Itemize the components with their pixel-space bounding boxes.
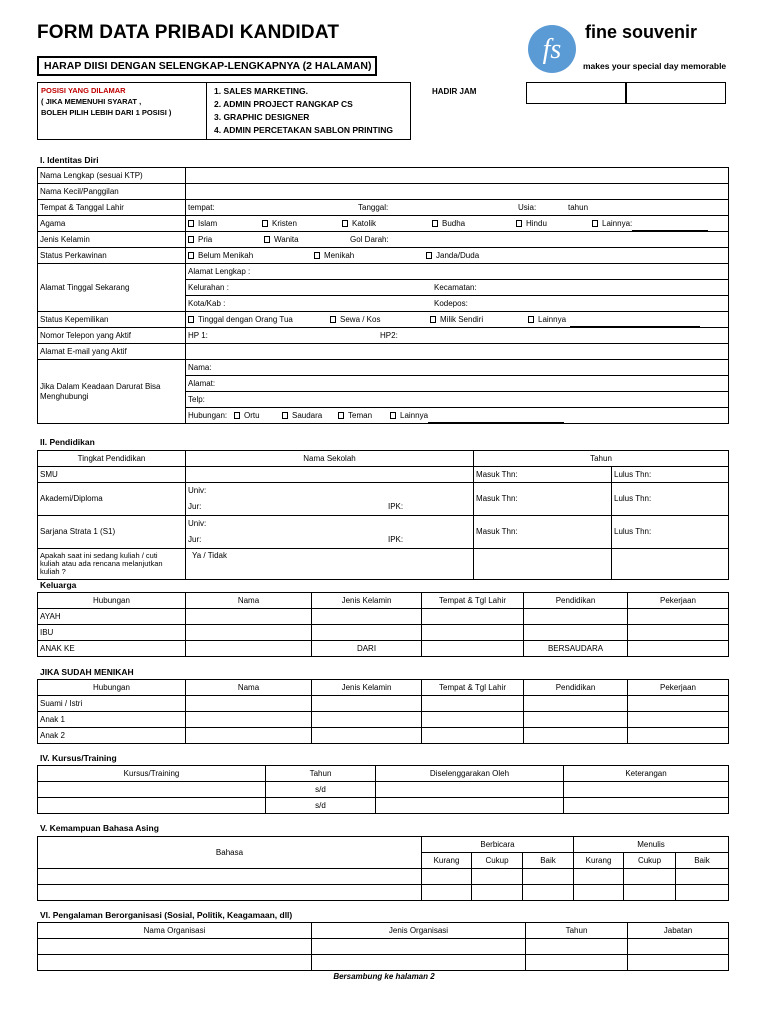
- kursus-table: [37, 765, 729, 814]
- logo-text: fs: [542, 34, 562, 65]
- hp1-field[interactable]: HP 1:: [188, 331, 208, 340]
- cell-field[interactable]: [676, 869, 729, 885]
- cell-field[interactable]: [312, 712, 422, 728]
- cell-field[interactable]: [524, 625, 628, 641]
- section-title: I. Identitas Diri: [40, 155, 99, 165]
- label: IBU: [38, 625, 186, 641]
- label: Jenis Kelamin: [38, 232, 186, 248]
- status-option[interactable]: Belum Menikah: [188, 248, 253, 263]
- agama-option[interactable]: Islam: [188, 216, 217, 231]
- col-header: Pendidikan: [524, 593, 628, 609]
- checkbox-icon: [390, 412, 396, 419]
- jumlah-saudara-field[interactable]: [422, 641, 524, 657]
- cell-field[interactable]: [526, 955, 628, 971]
- cell-field[interactable]: [472, 885, 523, 901]
- agama-option[interactable]: Hindu: [516, 216, 547, 231]
- col-header: Pekerjaan: [628, 680, 729, 696]
- kepemilikan-option[interactable]: Sewa / Kos: [330, 312, 380, 327]
- checkbox-icon: [430, 316, 436, 323]
- cell-field[interactable]: [524, 609, 628, 625]
- brand-name: fine souvenir: [585, 22, 698, 42]
- checkbox-icon: [516, 220, 522, 227]
- checkbox-icon: [188, 316, 194, 323]
- posisi-option[interactable]: 3. GRAPHIC DESIGNER: [214, 112, 310, 122]
- label: Anak 1: [38, 712, 186, 728]
- cell-field[interactable]: [422, 869, 472, 885]
- identitas-table: [37, 167, 729, 424]
- darurat-nama-field[interactable]: Nama:: [186, 360, 729, 376]
- cell-field[interactable]: [38, 869, 422, 885]
- kepemilikan-option[interactable]: Tinggal dengan Orang Tua: [188, 312, 293, 327]
- cell-field[interactable]: [574, 885, 624, 901]
- hubungan-label: Hubungan:: [188, 411, 228, 420]
- cell-field[interactable]: [628, 712, 729, 728]
- kota-field[interactable]: Kota/Kab :: [188, 299, 226, 308]
- cell-field[interactable]: [526, 939, 628, 955]
- jurusan-field[interactable]: Jur:: [188, 502, 202, 511]
- agama-option[interactable]: Budha: [432, 216, 465, 231]
- menikah-table: [37, 679, 729, 744]
- checkbox-icon: [342, 220, 348, 227]
- col-header: Tingkat Pendidikan: [38, 451, 186, 467]
- lulus-field[interactable]: Lulus Thn:: [612, 467, 729, 483]
- kelurahan-field[interactable]: Kelurahan :: [188, 283, 229, 292]
- col-header: Jenis Kelamin: [312, 680, 422, 696]
- col-header: Keterangan: [564, 766, 729, 782]
- cell-field[interactable]: [524, 712, 628, 728]
- col-header: Hubungan: [38, 680, 186, 696]
- lulus-field[interactable]: Lulus Thn:: [612, 516, 729, 549]
- keluarga-table: [37, 592, 729, 657]
- hadir-field-1[interactable]: [526, 82, 626, 104]
- cell-field[interactable]: [312, 939, 526, 955]
- checkbox-icon: [188, 252, 194, 259]
- col-header: Pendidikan: [524, 680, 628, 696]
- label: Sarjana Strata 1 (S1): [38, 516, 186, 549]
- tahun-field[interactable]: s/d: [266, 782, 376, 798]
- kecamatan-field[interactable]: Kecamatan:: [434, 283, 477, 292]
- cell-field[interactable]: [38, 885, 422, 901]
- cell-field[interactable]: [422, 728, 524, 744]
- tanggal-label: Tanggal:: [358, 203, 389, 212]
- cell-field[interactable]: [628, 609, 729, 625]
- section-title: Keluarga: [40, 580, 77, 590]
- cell-field[interactable]: [186, 609, 312, 625]
- label: Alamat E-mail yang Aktif: [38, 344, 186, 360]
- agama-option[interactable]: Lainnya:: [592, 216, 708, 231]
- fs-logo: [526, 24, 578, 74]
- col-header: Tahun: [526, 923, 628, 939]
- dari-label: DARI: [312, 641, 422, 657]
- cell-field[interactable]: [564, 782, 729, 798]
- col-header: Kurang: [574, 853, 624, 869]
- col-header: Hubungan: [38, 593, 186, 609]
- label: Apakah saat ini sedang kuliah / cuti kuliah atau ada rencana melanjutkan kuliah ?: [38, 549, 186, 580]
- label: Akademi/Diploma: [38, 483, 186, 516]
- section-title: VI. Pengalaman Berorganisasi (Sosial, Politik, Keagamaan, dll): [40, 910, 293, 920]
- lulus-field[interactable]: Lulus Thn:: [612, 483, 729, 516]
- cell-field[interactable]: [628, 955, 729, 971]
- col-header: Nama: [186, 593, 312, 609]
- label: Tempat & Tanggal Lahir: [38, 200, 186, 216]
- cell-field[interactable]: [38, 955, 312, 971]
- cell-field[interactable]: [628, 696, 729, 712]
- cell-field[interactable]: [628, 625, 729, 641]
- nama-lengkap-field[interactable]: [186, 168, 729, 184]
- checkbox-icon: [188, 236, 194, 243]
- masuk-field[interactable]: Masuk Thn:: [474, 483, 612, 516]
- posisi-box: [37, 82, 411, 140]
- cell-field[interactable]: [624, 885, 676, 901]
- col-header: Baik: [523, 853, 574, 869]
- posisi-option[interactable]: 2. ADMIN PROJECT RANGKAP CS: [214, 99, 353, 109]
- col-header: Pekerjaan: [628, 593, 729, 609]
- checkbox-icon: [330, 316, 336, 323]
- checkbox-icon: [528, 316, 534, 323]
- cell-field[interactable]: [422, 885, 472, 901]
- posisi-note-2: BOLEH PILIH LEBIH DARI 1 POSISI ): [41, 108, 172, 117]
- label: Anak 2: [38, 728, 186, 744]
- cell-field[interactable]: [186, 625, 312, 641]
- cell-field[interactable]: [38, 939, 312, 955]
- posisi-label: POSISI YANG DILAMAR: [41, 86, 126, 95]
- goldar-label: Gol Darah:: [350, 235, 389, 244]
- col-header: Berbicara: [422, 837, 574, 853]
- posisi-option[interactable]: 1. SALES MARKETING.: [214, 86, 308, 96]
- col-header: Tempat & Tgl Lahir: [422, 680, 524, 696]
- univ-field[interactable]: Univ:: [188, 486, 207, 495]
- col-header: Bahasa: [38, 837, 422, 869]
- cell-field[interactable]: [186, 728, 312, 744]
- label: Alamat Tinggal Sekarang: [38, 264, 186, 312]
- smu-sekolah-field[interactable]: [186, 467, 474, 483]
- col-header: Baik: [676, 853, 729, 869]
- col-header: Tempat & Tgl Lahir: [422, 593, 524, 609]
- cell-field[interactable]: [628, 728, 729, 744]
- tempat-label: tempat:: [188, 203, 215, 212]
- pria-option[interactable]: Pria: [188, 232, 212, 247]
- cell-field[interactable]: [472, 869, 523, 885]
- bahasa-table: [37, 836, 729, 901]
- section-title: V. Kemampuan Bahasa Asing: [40, 823, 159, 833]
- checkbox-icon: [262, 220, 268, 227]
- cell-field[interactable]: [624, 869, 676, 885]
- section-title: II. Pendidikan: [40, 437, 95, 447]
- label: Nomor Telepon yang Aktif: [38, 328, 186, 344]
- label: SMU: [38, 467, 186, 483]
- cell-field[interactable]: [564, 798, 729, 814]
- nama-kecil-field[interactable]: [186, 184, 729, 200]
- darurat-telp-field[interactable]: Telp:: [186, 392, 729, 408]
- label: Agama: [38, 216, 186, 232]
- cell-field[interactable]: [422, 712, 524, 728]
- agama-option[interactable]: Katolik: [342, 216, 376, 231]
- col-header: Tahun: [474, 451, 729, 467]
- posisi-note-1: ( JIKA MEMENUHI SYARAT ,: [41, 97, 142, 106]
- darurat-alamat-field[interactable]: Alamat:: [186, 376, 729, 392]
- cell-field[interactable]: [376, 798, 564, 814]
- col-header: Cukup: [624, 853, 676, 869]
- col-header: Kursus/Training: [38, 766, 266, 782]
- instruction-box: HARAP DIISI DENGAN SELENGKAP-LENGKAPNYA (2 HALAMAN): [37, 56, 377, 76]
- hadir-field-2[interactable]: [626, 82, 726, 104]
- cell-field[interactable]: [676, 885, 729, 901]
- cell-field[interactable]: [38, 798, 266, 814]
- label: Status Kepemilikan: [38, 312, 186, 328]
- checkbox-icon: [338, 412, 344, 419]
- checkbox-icon: [592, 220, 598, 227]
- label: AYAH: [38, 609, 186, 625]
- checkbox-icon: [264, 236, 270, 243]
- cell-field[interactable]: [38, 782, 266, 798]
- section-title: IV. Kursus/Training: [40, 753, 117, 763]
- label: Suami / Istri: [38, 696, 186, 712]
- cell-field[interactable]: [524, 728, 628, 744]
- jurusan-field[interactable]: Jur:: [188, 535, 202, 544]
- hubungan-option[interactable]: Lainnya: [390, 408, 564, 423]
- cell-field[interactable]: [186, 712, 312, 728]
- ttl-field[interactable]: [186, 200, 729, 216]
- anak-ke-field[interactable]: [186, 641, 312, 657]
- col-header: Nama: [186, 680, 312, 696]
- hubungan-option[interactable]: Saudara: [282, 408, 322, 423]
- organisasi-table: [37, 922, 729, 971]
- cell-field[interactable]: [422, 696, 524, 712]
- col-header: Jenis Organisasi: [312, 923, 526, 939]
- hubungan-option[interactable]: Ortu: [234, 408, 260, 423]
- label: ANAK KE: [38, 641, 186, 657]
- col-header: Diselenggarakan Oleh: [376, 766, 564, 782]
- hadir-label: HADIR JAM: [432, 87, 477, 96]
- cell-field[interactable]: [312, 728, 422, 744]
- form-title: FORM DATA PRIBADI KANDIDAT: [37, 22, 340, 43]
- col-header: Kurang: [422, 853, 472, 869]
- posisi-option[interactable]: 4. ADMIN PERCETAKAN SABLON PRINTING: [214, 125, 393, 135]
- brand-tagline: makes your special day memorable: [583, 61, 727, 71]
- label: Nama Lengkap (sesuai KTP): [38, 168, 186, 184]
- cell-field[interactable]: [524, 696, 628, 712]
- col-header: Tahun: [266, 766, 376, 782]
- tahun-label: tahun: [568, 203, 589, 212]
- status-option[interactable]: Janda/Duda: [426, 248, 479, 263]
- pendidikan-table: [37, 450, 729, 580]
- col-header: Nama Sekolah: [186, 451, 474, 467]
- label: Status Perkawinan: [38, 248, 186, 264]
- col-header: Cukup: [472, 853, 523, 869]
- cell-field[interactable]: [422, 609, 524, 625]
- wanita-option[interactable]: Wanita: [264, 232, 299, 247]
- ipk-field[interactable]: IPK:: [388, 535, 404, 544]
- masuk-field[interactable]: Masuk Thn:: [474, 516, 612, 549]
- ya-tidak-field[interactable]: Ya / Tidak: [186, 549, 474, 580]
- kodepos-field[interactable]: Kodepos:: [434, 299, 468, 308]
- cell-field[interactable]: [523, 885, 574, 901]
- cell-field[interactable]: [376, 782, 564, 798]
- masuk-field[interactable]: Masuk Thn:: [474, 467, 612, 483]
- cell-field[interactable]: [312, 625, 422, 641]
- univ-field[interactable]: Univ:: [188, 519, 207, 528]
- col-header: Nama Organisasi: [38, 923, 312, 939]
- col-header: Jabatan: [628, 923, 729, 939]
- alamat-lengkap-field[interactable]: Alamat Lengkap :: [186, 264, 729, 280]
- cell-field[interactable]: [312, 609, 422, 625]
- email-field[interactable]: [186, 344, 729, 360]
- checkbox-icon: [314, 252, 320, 259]
- status-option[interactable]: Menikah: [314, 248, 354, 263]
- label: Jika Dalam Keadaan Darurat Bisa Menghubungi: [38, 360, 186, 424]
- checkbox-icon: [188, 220, 194, 227]
- col-header: Menulis: [574, 837, 729, 853]
- hp2-field[interactable]: HP2:: [380, 331, 398, 340]
- cell-field[interactable]: [186, 696, 312, 712]
- agama-option[interactable]: Kristen: [262, 216, 297, 231]
- section-title: JIKA SUDAH MENIKAH: [40, 667, 134, 677]
- checkbox-icon: [426, 252, 432, 259]
- cell-field[interactable]: [523, 869, 574, 885]
- checkbox-icon: [432, 220, 438, 227]
- bersaudara-label: BERSAUDARA: [524, 641, 628, 657]
- checkbox-icon: [282, 412, 288, 419]
- continue-note: Bersambung ke halaman 2: [333, 972, 435, 981]
- tahun-field[interactable]: s/d: [266, 798, 376, 814]
- cell-field[interactable]: [312, 696, 422, 712]
- cell-field[interactable]: [628, 939, 729, 955]
- hubungan-option[interactable]: Teman: [338, 408, 372, 423]
- cell-field[interactable]: [312, 955, 526, 971]
- cell-field[interactable]: [422, 625, 524, 641]
- kepemilikan-option[interactable]: Lainnya: [528, 312, 700, 327]
- col-header: Jenis Kelamin: [312, 593, 422, 609]
- checkbox-icon: [234, 412, 240, 419]
- kepemilikan-option[interactable]: Milik Sendiri: [430, 312, 483, 327]
- cell-field[interactable]: [574, 869, 624, 885]
- label: Nama Kecil/Panggilan: [38, 184, 186, 200]
- usia-label: Usia:: [518, 203, 537, 212]
- ipk-field[interactable]: IPK:: [388, 502, 404, 511]
